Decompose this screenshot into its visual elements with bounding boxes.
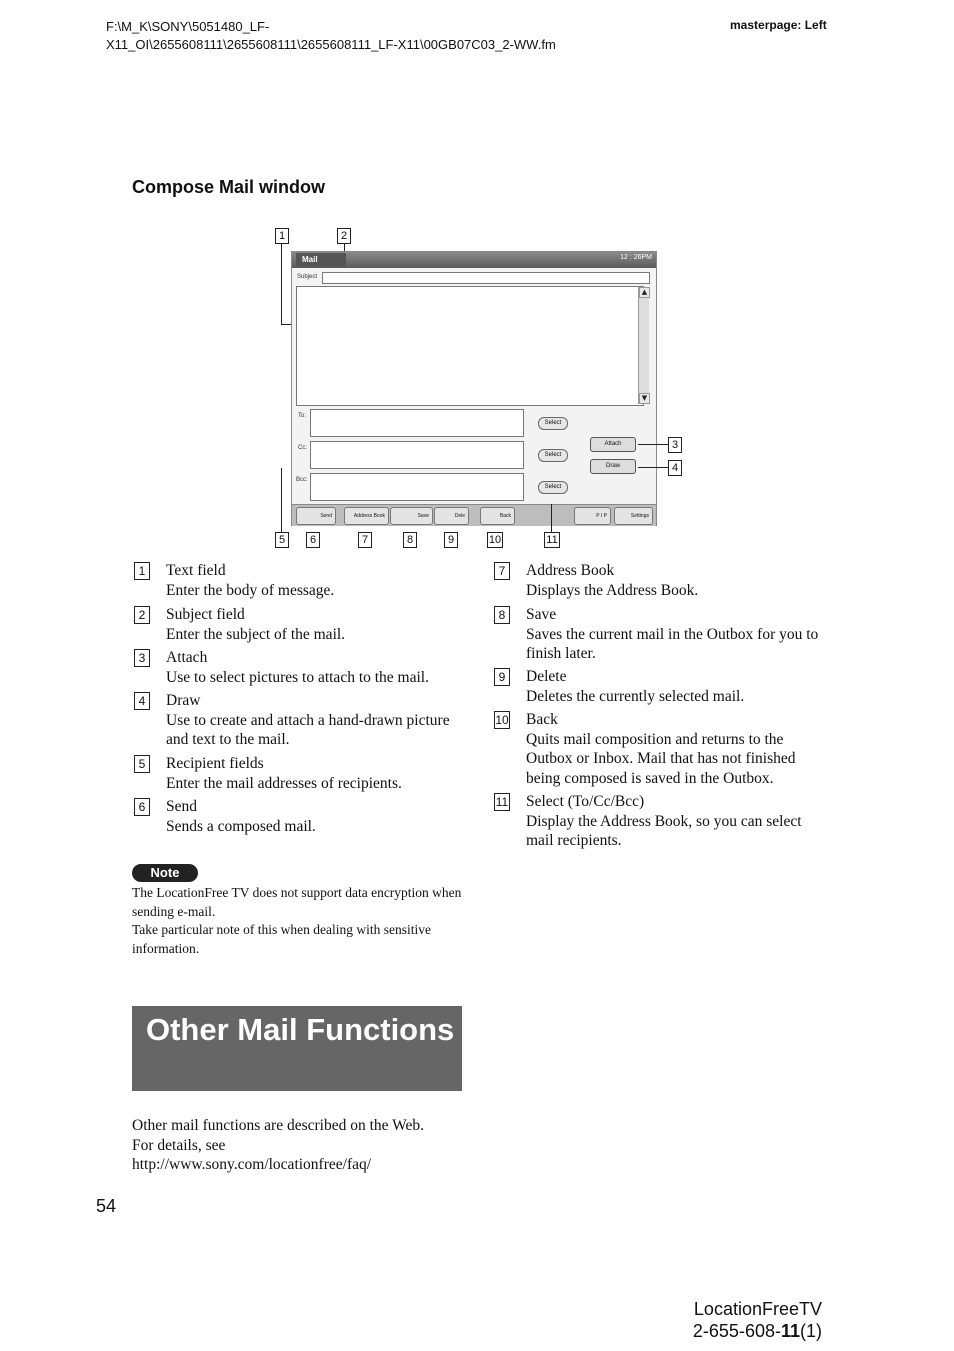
item-desc: Use to create and attach a hand-drawn picture and text to the mail. (166, 711, 450, 748)
section-title: Other Mail Functions (146, 1012, 455, 1047)
item-desc: Sends a composed mail. (166, 817, 316, 835)
leader-line (281, 468, 282, 532)
callout-11: 11 (544, 532, 560, 548)
scroll-down-icon[interactable]: ▼ (639, 393, 650, 404)
item-title: Select (To/Cc/Bcc) (526, 793, 645, 810)
leader-line (638, 467, 668, 468)
pip-button[interactable]: P I P (574, 507, 611, 525)
footer-code-bold: 11 (780, 1321, 800, 1341)
item-title: Text field (166, 562, 226, 579)
toolbar (292, 504, 656, 526)
body-line: Other mail functions are described on the Web. (132, 1117, 425, 1134)
item-number: 1 (134, 562, 150, 580)
clock: 12 : 26PM (620, 254, 652, 261)
callout-7: 7 (358, 532, 372, 548)
bcc-field[interactable] (310, 473, 524, 501)
body-text-field[interactable] (296, 286, 644, 406)
callout-5: 5 (275, 532, 289, 548)
item-desc: Displays the Address Book. (526, 581, 699, 599)
file-path-line: F:\M_K\SONY\5051480_LF- (106, 19, 270, 34)
note-line: Take particular note of this when dealing with sensitive information. (132, 922, 431, 956)
footer-code-prefix: 2-655-608- (692, 1321, 781, 1341)
other-mail-text (132, 1116, 472, 1175)
item-title: Attach (166, 649, 208, 666)
leader-line (281, 244, 282, 324)
item-desc: Enter the body of message. (166, 581, 335, 599)
callout-9: 9 (444, 532, 458, 548)
body-scrollbar[interactable] (638, 287, 649, 404)
subject-field[interactable] (322, 272, 650, 284)
note-badge: Note (132, 864, 198, 882)
item-number: 6 (134, 798, 150, 816)
page-number: 54 (96, 1196, 117, 1216)
cc-field[interactable] (310, 441, 524, 469)
item-title: Address Book (526, 562, 615, 579)
item-number: 3 (134, 649, 150, 667)
section-heading: Compose Mail window (132, 177, 326, 197)
settings-button[interactable]: Settings (614, 507, 653, 525)
compose-mail-diagram (268, 224, 688, 554)
item-title: Save (526, 606, 557, 623)
attach-button[interactable]: Attach (590, 437, 636, 452)
footer-product: LocationFreeTV (693, 1299, 822, 1319)
callout-1: 1 (275, 228, 289, 244)
item-number: 8 (494, 606, 510, 624)
footer-code-suffix: (1) (800, 1321, 822, 1341)
mail-tab: Mail (296, 253, 346, 267)
note-line: The LocationFree TV does not support data encryption when sending e-mail. (132, 885, 462, 919)
callout-8: 8 (403, 532, 417, 548)
file-path-header (106, 18, 666, 54)
item-number: 9 (494, 668, 510, 686)
item-title: Send (166, 798, 197, 815)
select-cc-button[interactable]: Select (538, 449, 568, 462)
callout-2: 2 (337, 228, 351, 244)
scroll-up-icon[interactable]: ▲ (639, 287, 650, 298)
item-desc: Display the Address Book, so you can select mail recipients. (526, 812, 802, 849)
select-bcc-button[interactable]: Select (538, 481, 568, 494)
callout-4: 4 (668, 460, 682, 476)
item-title: Back (526, 711, 558, 728)
item-title: Recipient fields (166, 755, 264, 772)
address-book-button[interactable]: Address Book (344, 507, 389, 525)
item-number: 10 (495, 713, 509, 727)
masterpage-label: masterpage: Left (730, 18, 827, 32)
item-title: Subject field (166, 606, 245, 623)
item-desc: Enter the subject of the mail. (166, 625, 346, 643)
faq-link[interactable]: http://www.sony.com/locationfree/faq/ (132, 1156, 372, 1173)
note-text (132, 884, 472, 958)
draw-button[interactable]: Draw (590, 459, 636, 474)
delete-button[interactable]: Dele (434, 507, 469, 525)
callout-6: 6 (306, 532, 320, 548)
item-number: 7 (494, 562, 510, 580)
footer (620, 1298, 822, 1342)
item-desc: Enter the mail addresses of recipients. (166, 774, 402, 792)
mail-screen (291, 251, 657, 526)
leader-line (638, 444, 668, 445)
callout-10: 10 (488, 534, 502, 546)
title-bar (292, 252, 656, 268)
item-number: 5 (134, 755, 150, 773)
footer-code (620, 1320, 822, 1342)
back-button[interactable]: Back (480, 507, 515, 525)
item-number: 11 (495, 795, 509, 809)
cc-label: Cc: (298, 445, 307, 451)
item-number: 4 (134, 692, 150, 710)
send-button[interactable]: Send (296, 507, 336, 525)
leader-line (551, 504, 552, 532)
bcc-label: Bcc: (296, 477, 308, 483)
file-path-line: X11_OI\2655608111\2655608111\2655608111_LF-X11\00GB07C03_2-WW.fm (106, 37, 556, 52)
item-title: Delete (526, 668, 567, 685)
callout-3: 3 (668, 437, 682, 453)
item-title: Draw (166, 692, 201, 709)
save-button[interactable]: Save (390, 507, 433, 525)
to-label: To: (298, 413, 307, 419)
item-desc: Quits mail composition and returns to the Outbox or Inbox. Mail that has not finished being composed is saved in the Outbox. (526, 730, 796, 787)
item-desc: Saves the current mail in the Outbox for you to finish later. (526, 625, 819, 662)
item-desc: Use to select pictures to attach to the mail. (166, 668, 429, 686)
body-line: For details, see (132, 1136, 226, 1154)
subject-label: Subject (297, 274, 318, 280)
select-to-button[interactable]: Select (538, 417, 568, 430)
item-number: 2 (134, 606, 150, 624)
item-desc: Deletes the currently selected mail. (526, 687, 745, 705)
to-field[interactable] (310, 409, 524, 437)
